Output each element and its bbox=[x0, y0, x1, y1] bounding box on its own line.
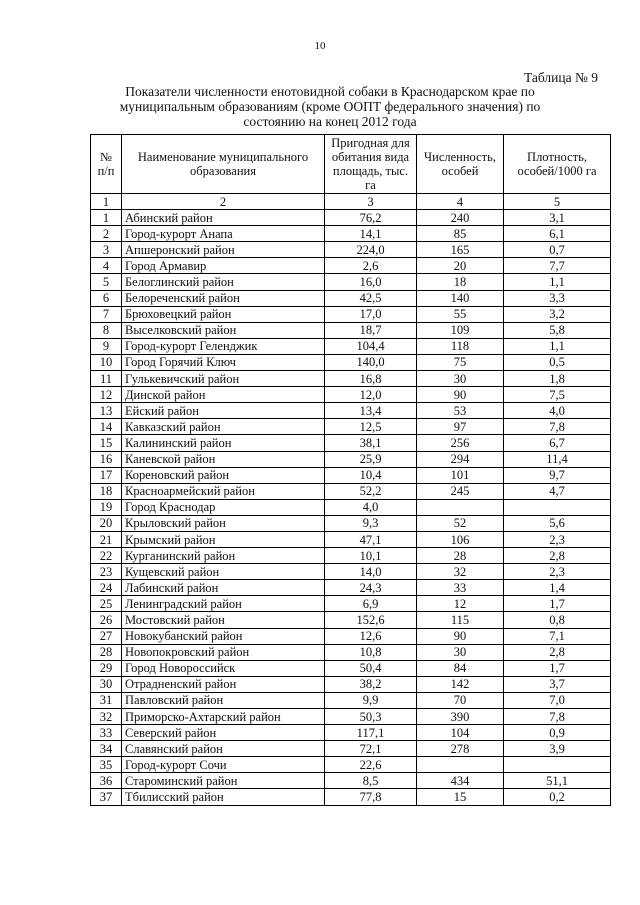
population-density: 3,9 bbox=[504, 741, 611, 757]
municipality-name: Северский район bbox=[122, 725, 325, 741]
table-row bbox=[91, 676, 611, 692]
municipality-name: Брюховецкий район bbox=[122, 306, 325, 322]
population-count: 53 bbox=[417, 403, 504, 419]
population-count: 52 bbox=[417, 515, 504, 531]
municipality-name: Выселковский район bbox=[122, 322, 325, 338]
habitat-area: 42,5 bbox=[325, 290, 417, 306]
header-row bbox=[91, 135, 611, 194]
page-number: 10 bbox=[314, 40, 326, 52]
table-row bbox=[91, 467, 611, 483]
habitat-area: 12,6 bbox=[325, 628, 417, 644]
row-number: 35 bbox=[91, 757, 122, 773]
table-row bbox=[91, 692, 611, 708]
municipality-name: Лабинский район bbox=[122, 580, 325, 596]
table-row bbox=[91, 531, 611, 547]
habitat-area: 22,6 bbox=[325, 757, 417, 773]
habitat-area: 52,2 bbox=[325, 483, 417, 499]
row-number: 10 bbox=[91, 354, 122, 370]
habitat-area: 12,5 bbox=[325, 419, 417, 435]
table-row bbox=[91, 242, 611, 258]
population-count: 140 bbox=[417, 290, 504, 306]
municipality-name: Павловский район bbox=[122, 692, 325, 708]
habitat-area: 6,9 bbox=[325, 596, 417, 612]
municipality-name: Кущевский район bbox=[122, 564, 325, 580]
municipality-name: Отрадненский район bbox=[122, 676, 325, 692]
population-count: 30 bbox=[417, 371, 504, 387]
row-number: 23 bbox=[91, 564, 122, 580]
habitat-area: 38,2 bbox=[325, 676, 417, 692]
municipality-name: Приморско-Ахтарский район bbox=[122, 709, 325, 725]
population-density: 6,7 bbox=[504, 435, 611, 451]
row-number: 20 bbox=[91, 515, 122, 531]
table-label: Таблица № 9 bbox=[524, 70, 598, 85]
habitat-area: 9,3 bbox=[325, 515, 417, 531]
population-density: 7,7 bbox=[504, 258, 611, 274]
table-row bbox=[91, 338, 611, 354]
population-count bbox=[417, 757, 504, 773]
municipality-name: Кореновский район bbox=[122, 467, 325, 483]
population-count: 84 bbox=[417, 660, 504, 676]
population-count: 104 bbox=[417, 725, 504, 741]
row-number: 28 bbox=[91, 644, 122, 660]
population-table bbox=[90, 134, 611, 806]
habitat-area: 47,1 bbox=[325, 531, 417, 547]
habitat-area: 4,0 bbox=[325, 499, 417, 515]
population-density: 0,5 bbox=[504, 354, 611, 370]
habitat-area: 140,0 bbox=[325, 354, 417, 370]
table-row bbox=[91, 403, 611, 419]
population-count: 75 bbox=[417, 354, 504, 370]
municipality-name: Город Горячий Ключ bbox=[122, 354, 325, 370]
row-number: 37 bbox=[91, 789, 122, 805]
population-density bbox=[504, 757, 611, 773]
habitat-area: 10,4 bbox=[325, 467, 417, 483]
habitat-area: 50,3 bbox=[325, 709, 417, 725]
population-density: 7,8 bbox=[504, 419, 611, 435]
column-number: 4 bbox=[417, 194, 504, 210]
population-density: 1,8 bbox=[504, 371, 611, 387]
row-number: 16 bbox=[91, 451, 122, 467]
population-count: 70 bbox=[417, 692, 504, 708]
municipality-name: Белоглинский район bbox=[122, 274, 325, 290]
population-count: 33 bbox=[417, 580, 504, 596]
table-row bbox=[91, 564, 611, 580]
municipality-name: Город Краснодар bbox=[122, 499, 325, 515]
row-number: 26 bbox=[91, 612, 122, 628]
table-row bbox=[91, 371, 611, 387]
population-density bbox=[504, 499, 611, 515]
row-number: 14 bbox=[91, 419, 122, 435]
habitat-area: 25,9 bbox=[325, 451, 417, 467]
habitat-area: 14,0 bbox=[325, 564, 417, 580]
habitat-area: 14,1 bbox=[325, 226, 417, 242]
habitat-area: 38,1 bbox=[325, 435, 417, 451]
population-density: 51,1 bbox=[504, 773, 611, 789]
table-row bbox=[91, 258, 611, 274]
municipality-name: Белореченский район bbox=[122, 290, 325, 306]
population-count: 20 bbox=[417, 258, 504, 274]
municipality-name: Новокубанский район bbox=[122, 628, 325, 644]
habitat-area: 12,0 bbox=[325, 387, 417, 403]
header-area: Пригодная для обитания вида площадь, тыс. га bbox=[325, 135, 417, 194]
row-number: 12 bbox=[91, 387, 122, 403]
municipality-name: Динской район bbox=[122, 387, 325, 403]
municipality-name: Город Новороссийск bbox=[122, 660, 325, 676]
table-row bbox=[91, 596, 611, 612]
population-density: 3,3 bbox=[504, 290, 611, 306]
population-count: 30 bbox=[417, 644, 504, 660]
table-row bbox=[91, 548, 611, 564]
population-count bbox=[417, 499, 504, 515]
population-density: 3,1 bbox=[504, 210, 611, 226]
population-density: 4,0 bbox=[504, 403, 611, 419]
habitat-area: 24,3 bbox=[325, 580, 417, 596]
row-number: 29 bbox=[91, 660, 122, 676]
population-count: 109 bbox=[417, 322, 504, 338]
municipality-name: Староминский район bbox=[122, 773, 325, 789]
header-count: Численность, особей bbox=[417, 135, 504, 194]
table-row bbox=[91, 709, 611, 725]
population-density: 1,1 bbox=[504, 274, 611, 290]
population-count: 85 bbox=[417, 226, 504, 242]
row-number: 25 bbox=[91, 596, 122, 612]
municipality-name: Новопокровский район bbox=[122, 644, 325, 660]
population-count: 90 bbox=[417, 387, 504, 403]
population-density: 11,4 bbox=[504, 451, 611, 467]
population-count: 32 bbox=[417, 564, 504, 580]
population-density: 1,7 bbox=[504, 660, 611, 676]
population-count: 18 bbox=[417, 274, 504, 290]
habitat-area: 72,1 bbox=[325, 741, 417, 757]
municipality-name: Абинский район bbox=[122, 210, 325, 226]
municipality-name: Гулькевичский район bbox=[122, 371, 325, 387]
population-density: 0,7 bbox=[504, 242, 611, 258]
municipality-name: Ейский район bbox=[122, 403, 325, 419]
population-density: 1,1 bbox=[504, 338, 611, 354]
population-count: 256 bbox=[417, 435, 504, 451]
population-count: 12 bbox=[417, 596, 504, 612]
row-number: 34 bbox=[91, 741, 122, 757]
habitat-area: 50,4 bbox=[325, 660, 417, 676]
table-row bbox=[91, 419, 611, 435]
municipality-name: Город-курорт Анапа bbox=[122, 226, 325, 242]
habitat-area: 10,1 bbox=[325, 548, 417, 564]
population-density: 9,7 bbox=[504, 467, 611, 483]
municipality-name: Город-курорт Сочи bbox=[122, 757, 325, 773]
row-number: 21 bbox=[91, 531, 122, 547]
table-row bbox=[91, 306, 611, 322]
table-row bbox=[91, 354, 611, 370]
table-row bbox=[91, 226, 611, 242]
row-number: 31 bbox=[91, 692, 122, 708]
population-density: 3,2 bbox=[504, 306, 611, 322]
table-row bbox=[91, 757, 611, 773]
row-number: 3 bbox=[91, 242, 122, 258]
population-count: 28 bbox=[417, 548, 504, 564]
habitat-area: 17,0 bbox=[325, 306, 417, 322]
header-name: Наименование муниципального образования bbox=[122, 135, 325, 194]
row-number: 4 bbox=[91, 258, 122, 274]
municipality-name: Славянский район bbox=[122, 741, 325, 757]
municipality-name: Курганинский район bbox=[122, 548, 325, 564]
population-density: 0,9 bbox=[504, 725, 611, 741]
row-number: 32 bbox=[91, 709, 122, 725]
column-number: 1 bbox=[91, 194, 122, 210]
table-row bbox=[91, 210, 611, 226]
header-density: Плотность, особей/1000 га bbox=[504, 135, 611, 194]
table-row bbox=[91, 789, 611, 805]
habitat-area: 10,8 bbox=[325, 644, 417, 660]
habitat-area: 76,2 bbox=[325, 210, 417, 226]
table-row bbox=[91, 290, 611, 306]
row-number: 8 bbox=[91, 322, 122, 338]
row-number: 2 bbox=[91, 226, 122, 242]
municipality-name: Крымский район bbox=[122, 531, 325, 547]
municipality-name: Мостовский район bbox=[122, 612, 325, 628]
municipality-name: Город Армавир bbox=[122, 258, 325, 274]
table-row bbox=[91, 660, 611, 676]
municipality-name: Город-курорт Геленджик bbox=[122, 338, 325, 354]
habitat-area: 16,0 bbox=[325, 274, 417, 290]
row-number: 11 bbox=[91, 371, 122, 387]
habitat-area: 152,6 bbox=[325, 612, 417, 628]
population-density: 5,6 bbox=[504, 515, 611, 531]
table-row bbox=[91, 580, 611, 596]
row-number: 24 bbox=[91, 580, 122, 596]
population-count: 434 bbox=[417, 773, 504, 789]
row-number: 27 bbox=[91, 628, 122, 644]
population-density: 2,3 bbox=[504, 531, 611, 547]
row-number: 33 bbox=[91, 725, 122, 741]
column-numbers-row bbox=[91, 194, 611, 210]
municipality-name: Крыловский район bbox=[122, 515, 325, 531]
habitat-area: 13,4 bbox=[325, 403, 417, 419]
population-density: 7,5 bbox=[504, 387, 611, 403]
row-number: 7 bbox=[91, 306, 122, 322]
table-row bbox=[91, 725, 611, 741]
population-count: 97 bbox=[417, 419, 504, 435]
habitat-area: 2,6 bbox=[325, 258, 417, 274]
row-number: 6 bbox=[91, 290, 122, 306]
row-number: 1 bbox=[91, 210, 122, 226]
population-density: 3,7 bbox=[504, 676, 611, 692]
table-row bbox=[91, 644, 611, 660]
table-row bbox=[91, 451, 611, 467]
municipality-name: Тбилисский район bbox=[122, 789, 325, 805]
population-density: 2,3 bbox=[504, 564, 611, 580]
population-density: 7,8 bbox=[504, 709, 611, 725]
municipality-name: Апшеронский район bbox=[122, 242, 325, 258]
population-density: 0,8 bbox=[504, 612, 611, 628]
table-row bbox=[91, 435, 611, 451]
table-row bbox=[91, 773, 611, 789]
table-row bbox=[91, 274, 611, 290]
population-count: 245 bbox=[417, 483, 504, 499]
table-title: Показатели численности енотовидной собаки в Краснодарском крае по муниципальным образованиям (кроме ООПТ федерального значения) по состоянию на конец 2012 года bbox=[119, 84, 541, 129]
population-count: 90 bbox=[417, 628, 504, 644]
population-density: 4,7 bbox=[504, 483, 611, 499]
population-count: 101 bbox=[417, 467, 504, 483]
population-count: 240 bbox=[417, 210, 504, 226]
population-density: 5,8 bbox=[504, 322, 611, 338]
row-number: 18 bbox=[91, 483, 122, 499]
municipality-name: Кавказский район bbox=[122, 419, 325, 435]
column-number: 5 bbox=[504, 194, 611, 210]
column-number: 3 bbox=[325, 194, 417, 210]
table-row bbox=[91, 322, 611, 338]
table-row bbox=[91, 515, 611, 531]
population-count: 278 bbox=[417, 741, 504, 757]
habitat-area: 117,1 bbox=[325, 725, 417, 741]
population-density: 2,8 bbox=[504, 548, 611, 564]
population-density: 6,1 bbox=[504, 226, 611, 242]
habitat-area: 77,8 bbox=[325, 789, 417, 805]
population-count: 142 bbox=[417, 676, 504, 692]
row-number: 36 bbox=[91, 773, 122, 789]
row-number: 19 bbox=[91, 499, 122, 515]
row-number: 15 bbox=[91, 435, 122, 451]
table-row bbox=[91, 628, 611, 644]
habitat-area: 8,5 bbox=[325, 773, 417, 789]
table-row bbox=[91, 483, 611, 499]
municipality-name: Красноармейский район bbox=[122, 483, 325, 499]
habitat-area: 16,8 bbox=[325, 371, 417, 387]
row-number: 17 bbox=[91, 467, 122, 483]
population-count: 118 bbox=[417, 338, 504, 354]
municipality-name: Калининский район bbox=[122, 435, 325, 451]
population-density: 7,0 bbox=[504, 692, 611, 708]
population-density: 7,1 bbox=[504, 628, 611, 644]
column-number: 2 bbox=[122, 194, 325, 210]
table-row bbox=[91, 612, 611, 628]
population-density: 1,4 bbox=[504, 580, 611, 596]
row-number: 22 bbox=[91, 548, 122, 564]
habitat-area: 18,7 bbox=[325, 322, 417, 338]
table-row bbox=[91, 741, 611, 757]
row-number: 13 bbox=[91, 403, 122, 419]
population-count: 390 bbox=[417, 709, 504, 725]
population-count: 15 bbox=[417, 789, 504, 805]
population-count: 106 bbox=[417, 531, 504, 547]
municipality-name: Ленинградский район bbox=[122, 596, 325, 612]
population-density: 1,7 bbox=[504, 596, 611, 612]
row-number: 5 bbox=[91, 274, 122, 290]
habitat-area: 9,9 bbox=[325, 692, 417, 708]
population-count: 165 bbox=[417, 242, 504, 258]
table-row bbox=[91, 499, 611, 515]
table-row bbox=[91, 387, 611, 403]
habitat-area: 104,4 bbox=[325, 338, 417, 354]
header-num: № п/п bbox=[91, 135, 122, 194]
habitat-area: 224,0 bbox=[325, 242, 417, 258]
population-count: 55 bbox=[417, 306, 504, 322]
row-number: 30 bbox=[91, 676, 122, 692]
population-count: 294 bbox=[417, 451, 504, 467]
municipality-name: Каневской район bbox=[122, 451, 325, 467]
row-number: 9 bbox=[91, 338, 122, 354]
population-density: 2,8 bbox=[504, 644, 611, 660]
population-count: 115 bbox=[417, 612, 504, 628]
population-density: 0,2 bbox=[504, 789, 611, 805]
